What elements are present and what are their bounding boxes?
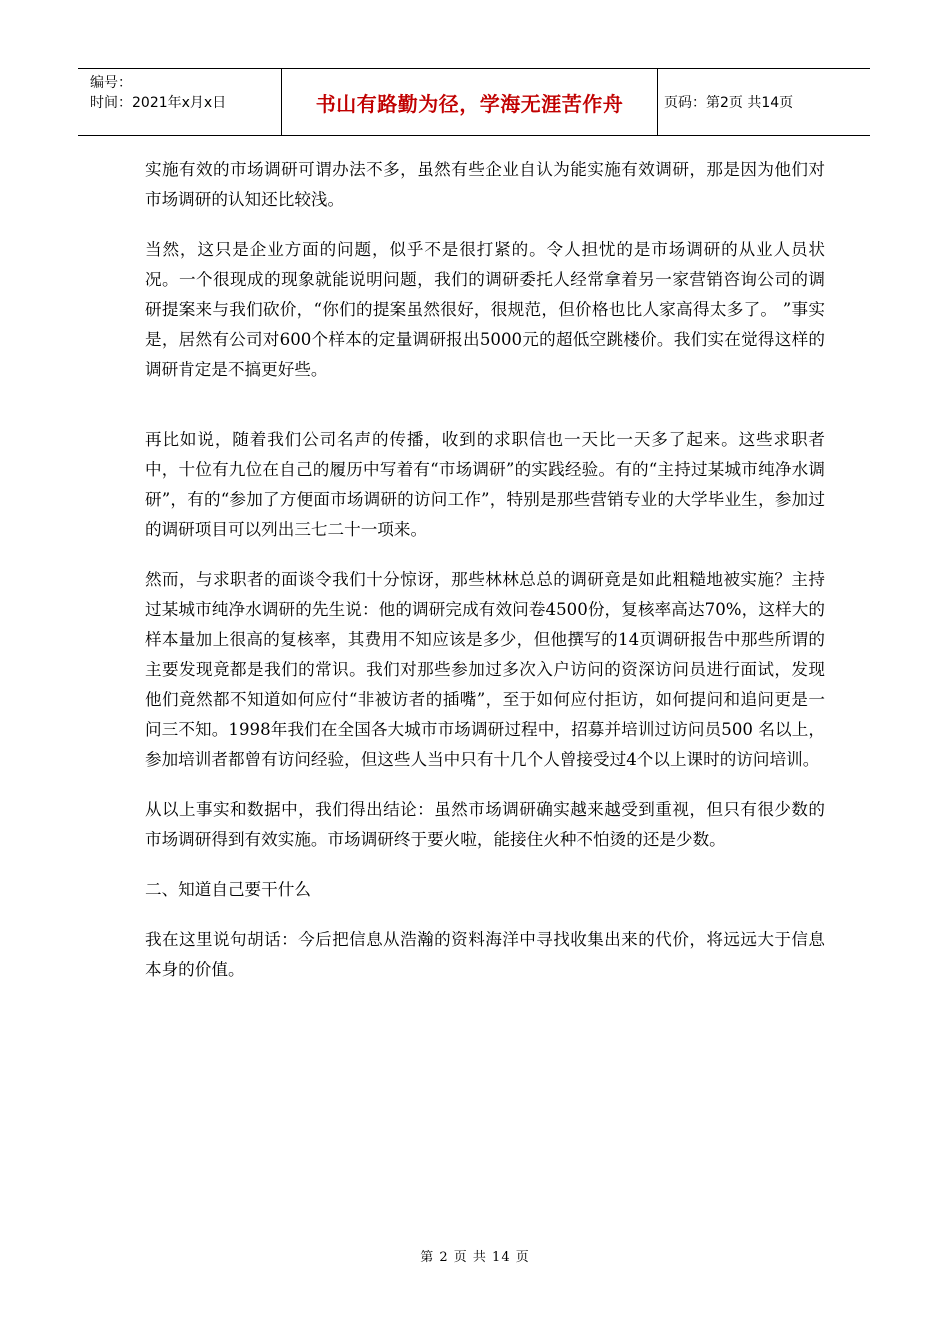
paragraph-3: 再比如说，随着我们公司名声的传播，收到的求职信也一天比一天多了起来。这些求职者中，十位有九位在自己的履历中写着有“市场调研”的实践经验。有的“主持过某城市纯净水调研”，有的“参加了方便面市场调研的访问工作”，特别是那些营销专业的大学毕业生，参加过的调研项目可以列出三七二十一项来。 [145,430,825,539]
paragraph-5: 从以上事实和数据中，我们得出结论：虽然市场调研确实越来越受到重视，但只有很少数的市场调研得到有效实施。市场调研终于要火啦，能接住火种不怕烫的还是少数。 [145,800,825,849]
paragraph-4: 然而，与求职者的面谈令我们十分惊讶，那些林林总总的调研竟是如此粗糙地被实施？主持过某城市纯净水调研的先生说：他的调研完成有效问卷4500份，复核率高达70%，这样大的样本量加上很高的复核率，其费用不知应该是多少，但他撰写的14页调研报告中那些所谓的主要发现竟都是我们的常识。我们对那些参加过多次入户访问的资深访问员进行面试，发现他们竟然都不知道如何应付“非被访者的插嘴”，至于如何应付拒访，如何提问和追问更是一问三不知。1998年我们在全国各大城市市场调研过程中，招募并培训过访问员500 名以上，参加培训者都曾有访问经验，但这些人当中只有十几个人曾接受过4个以上课时的访问培训。 [145,570,825,769]
header-number-label: 编号： [90,75,132,91]
header-time-label: 时间：2021年x月x日 [90,95,227,111]
header-meta-cell [78,69,282,135]
document-body [145,155,825,1005]
header-slogan: 书山有路勤为径，学海无涯苦作舟 [282,69,658,135]
header-page-info: 页码：第2页 共14页 [664,95,794,111]
paragraph-2: 当然，这只是企业方面的问题，似乎不是很打紧的。令人担忧的是市场调研的从业人员状况。一个很现成的现象就能说明问题，我们的调研委托人经常拿着另一家营销咨询公司的调研提案来与我们砍价，“你们的提案虽然很好，很规范，但价格也比人家高得太多了。 ”事实是，居然有公司对600个样本的定量调研报出5000元的超低空跳楼价。我们实在觉得这样的调研肯定是不搞更好些。 [145,240,825,379]
page-header [78,68,870,136]
section-heading: 二、知道自己要干什么 [145,880,311,899]
paragraph-1: 实施有效的市场调研可谓办法不多，虽然有些企业自认为能实施有效调研，那是因为他们对市场调研的认知还比较浅。 [145,160,825,209]
page-footer: 第 2 页 共 14 页 [420,1250,530,1265]
paragraph-6: 我在这里说句胡话：今后把信息从浩瀚的资料海洋中寻找收集出来的代价，将远远大于信息本身的价值。 [145,930,825,979]
